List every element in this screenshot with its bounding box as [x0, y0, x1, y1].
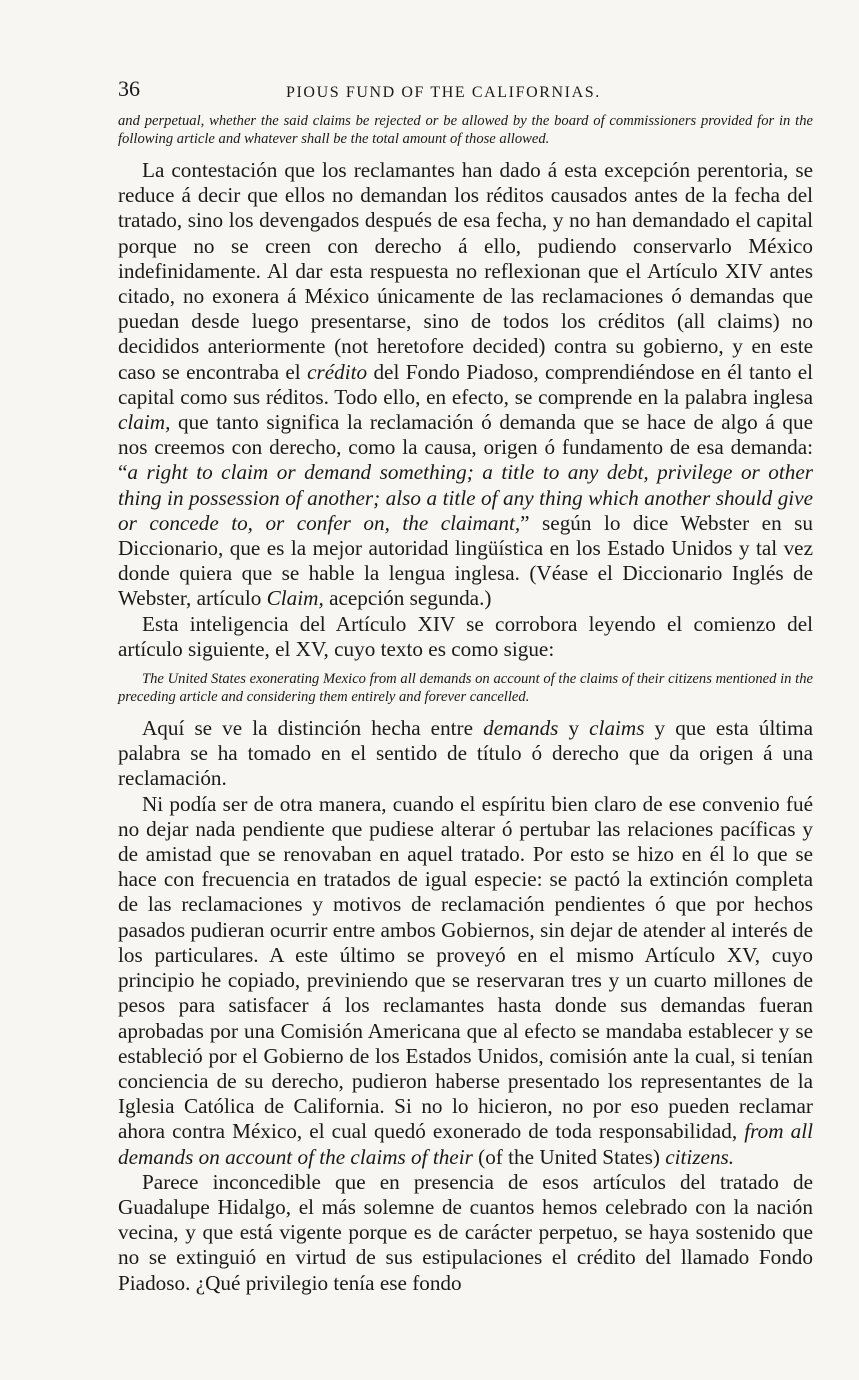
paragraph-guadalupe-hidalgo: Parece inconcedible que en presencia de esos artículos del tratado de Guadalupe Hidalgo, el más solemne de cuantos hemos celebrado con la nación vecina, y que está vigente porque es de carácter perpetuo, se haya sostenido que no se extinguió en virtud de sus estipulaciones el crédito del llamado Fondo Piadoso. ¿Qué privilegio tenía ese fondo	[118, 1169, 813, 1295]
paragraph-treaty-spirit: Ni podía ser de otra manera, cuando el espíritu bien claro de ese convenio fué no dejar nada pendiente que pudiese alterar ó pertubar las relaciones pacíficas y de amistad que se renovaban en aquel tratado. Por esto se hizo en él lo que se hace con frecuencia en tratados de igual especie: se pactó la extinción completa de las reclamaciones y motivos de reclamación pendientes ó que por hechos pasados pudieran ocurrir entre ambos Gobiernos, sin dejar de atender al interés de los particulares. A este último se proveyó en el mismo Artículo XV, cuyo principio he copiado, previniendo que se reservaran tres y un cuarto millones de pesos para satisfacer á los reclamantes hasta donde sus demandas fueran aprobadas por una Comisión Americana que al efecto se mandaba establecer y se estableció por el Gobierno de los Estados Unidos, comisión ante la cual, si tenían conciencia de su derecho, pudieron haberse presentado los representantes de la Iglesia Católica de California. Si no lo hicieron, no por eso pueden reclamar ahora contra México, el cual quedó exonerado de toda responsabilidad, from all demands on account of the claims of their (of the United States) citizens.	[118, 791, 813, 1169]
quoted-article-xv: The United States exonerating Mexico from all demands on account of the claims of their citizens mentioned in the preceding article and considering them entirely and forever cancelled.	[118, 671, 813, 706]
quoted-treaty-text-top: and perpetual, whether the said claims be rejected or be allowed by the board of commissioners provided for in the following article and whatever shall be the total amount of those allowed.	[118, 113, 813, 147]
page-number: 36	[118, 76, 140, 101]
paragraph-response: La contestación que los reclamantes han dado á esta excepción perentoria, se reduce á decir que ellos no demandan los réditos causados antes de la fecha del tratado, sino los devengados después de esa fecha, y no han demandado el capital porque no se creen con derecho á ello, pudiendo conservarlo México indefinidamente. Al dar esta respuesta no reflexionan que el Artículo XIV antes citado, no exonera á México únicamente de las reclamaciones ó demandas que puedan desde luego presentarse, sino de todos los créditos (all claims) no decididos anteriormente (not heretofore decided) contra su gobierno, y en este caso se encontraba el crédito del Fondo Piadoso, comprendiéndose en él tanto el capital como sus réditos. Todo ello, en efecto, se comprende en la palabra inglesa claim, que tanto significa la reclamación ó demanda que se hace de algo á que nos creemos con derecho, como la causa, origen ó fundamento de esa demanda: “a right to claim or demand something; a title to any debt, privilege or other thing in possession of another; also a title of any thing which another should give or concede to, or confer on, the claimant,” según lo dice Webster en su Diccionario, que es la mejor autoridad lingüística en los Estado Unidos y tal vez donde quiera que se hable la lengua inglesa. (Véase el Diccionario Inglés de Webster, artículo Claim, acepción segunda.)	[118, 158, 814, 611]
paragraph-distinction: Aquí se ve la distinción hecha entre demands y claims y que esta última palabra se ha tomado en el sentido de título ó derecho que da origen á una reclamación.	[118, 716, 814, 791]
running-head: PIOUS FUND OF THE CALIFORNIAS.	[286, 84, 601, 101]
paragraph-article-xiv: Esta inteligencia del Artículo XIV se corrobora leyendo el comienzo del artículo siguiente, el XV, cuyo texto es como sigue:	[118, 611, 813, 661]
page-header	[118, 72, 813, 112]
